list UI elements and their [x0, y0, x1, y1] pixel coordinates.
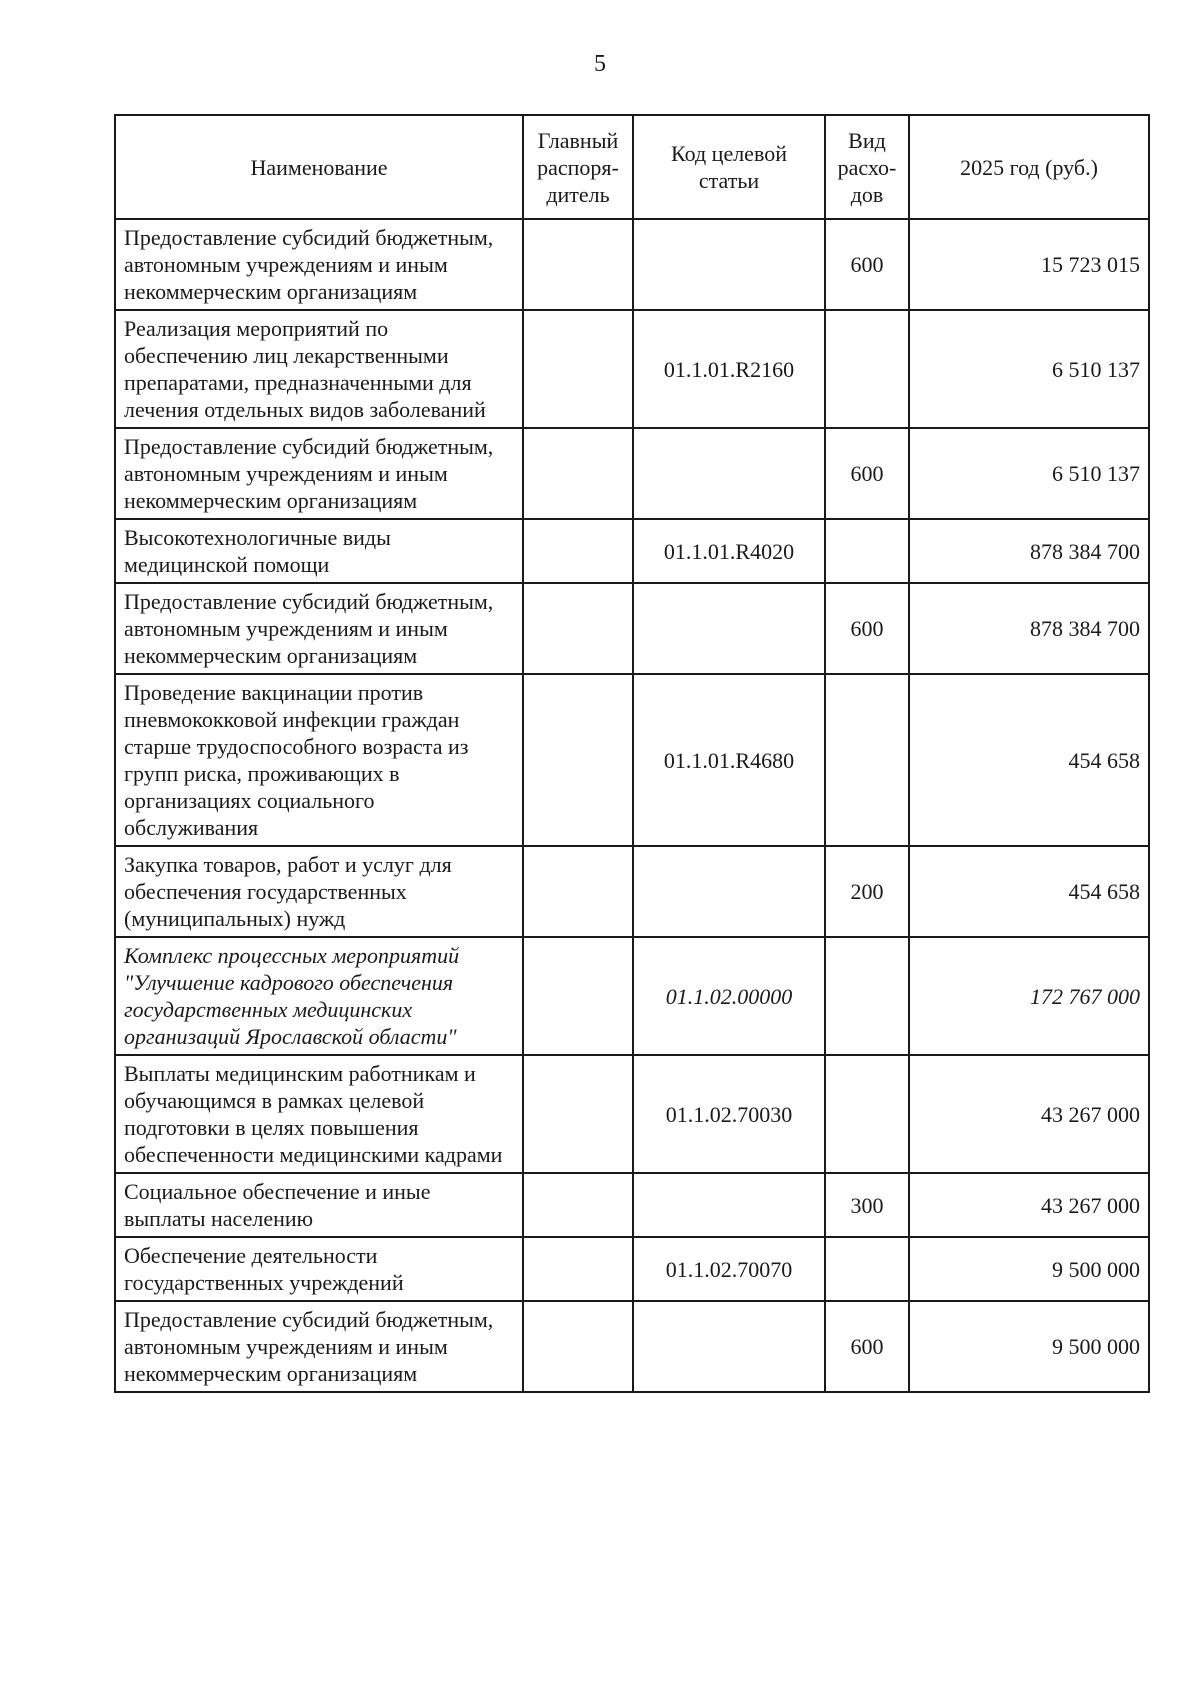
cell-name: Закупка товаров, работ и услуг для обеспечения государственных (муниципальных) нужд — [115, 846, 523, 937]
column-header-name: Наименование — [115, 115, 523, 219]
cell-name: Социальное обеспечение и иные выплаты населению — [115, 1173, 523, 1237]
cell-amount: 43 267 000 — [909, 1055, 1149, 1173]
cell-manager — [523, 583, 633, 674]
cell-manager — [523, 1237, 633, 1301]
table-row — [115, 583, 1149, 674]
cell-amount: 15 723 015 — [909, 219, 1149, 310]
column-header-code: Код целевой статьи — [633, 115, 825, 219]
table-row — [115, 1237, 1149, 1301]
budget-table — [114, 114, 1150, 1393]
cell-amount: 878 384 700 — [909, 583, 1149, 674]
cell-amount: 9 500 000 — [909, 1237, 1149, 1301]
cell-type — [825, 519, 909, 583]
cell-manager — [523, 1301, 633, 1392]
cell-type: 200 — [825, 846, 909, 937]
table-row — [115, 1173, 1149, 1237]
cell-amount: 6 510 137 — [909, 310, 1149, 428]
cell-type — [825, 1055, 909, 1173]
column-header-type: Вид расхо-дов — [825, 115, 909, 219]
cell-type — [825, 310, 909, 428]
table-row — [115, 519, 1149, 583]
table-row — [115, 428, 1149, 519]
cell-manager — [523, 219, 633, 310]
table-body — [115, 219, 1149, 1392]
cell-type — [825, 937, 909, 1055]
cell-amount: 454 658 — [909, 846, 1149, 937]
table-row — [115, 310, 1149, 428]
table-row — [115, 937, 1149, 1055]
cell-name: Предоставление субсидий бюджетным, автономным учреждениям и иным некоммерческим организациям — [115, 583, 523, 674]
cell-amount: 43 267 000 — [909, 1173, 1149, 1237]
cell-amount: 878 384 700 — [909, 519, 1149, 583]
cell-amount: 9 500 000 — [909, 1301, 1149, 1392]
cell-type: 600 — [825, 428, 909, 519]
cell-type: 300 — [825, 1173, 909, 1237]
cell-code: 01.1.02.70070 — [633, 1237, 825, 1301]
cell-manager — [523, 310, 633, 428]
cell-code — [633, 1301, 825, 1392]
cell-amount: 454 658 — [909, 674, 1149, 846]
table-header-row — [115, 115, 1149, 219]
page-number: 5 — [594, 51, 606, 77]
table-row — [115, 219, 1149, 310]
cell-code — [633, 219, 825, 310]
cell-name: Выплаты медицинским работникам и обучающимся в рамках целевой подготовки в целях повышения обеспеченности медицинскими кадрами — [115, 1055, 523, 1173]
cell-type — [825, 674, 909, 846]
cell-name: Обеспечение деятельности государственных учреждений — [115, 1237, 523, 1301]
table-row — [115, 1055, 1149, 1173]
cell-code: 01.1.01.R4680 — [633, 674, 825, 846]
cell-code: 01.1.01.R4020 — [633, 519, 825, 583]
cell-amount: 6 510 137 — [909, 428, 1149, 519]
cell-name: Высокотехнологичные виды медицинской помощи — [115, 519, 523, 583]
cell-type: 600 — [825, 1301, 909, 1392]
cell-name: Проведение вакцинации против пневмококковой инфекции граждан старше трудоспособного возраста из групп риска, проживающих в организациях социального обслуживания — [115, 674, 523, 846]
cell-type: 600 — [825, 583, 909, 674]
cell-amount: 172 767 000 — [909, 937, 1149, 1055]
cell-manager — [523, 1055, 633, 1173]
cell-code — [633, 1173, 825, 1237]
cell-code: 01.1.02.00000 — [633, 937, 825, 1055]
cell-manager — [523, 519, 633, 583]
cell-code — [633, 846, 825, 937]
cell-name: Реализация мероприятий по обеспечению лиц лекарственными препаратами, предназначенными для лечения отдельных видов заболеваний — [115, 310, 523, 428]
cell-manager — [523, 1173, 633, 1237]
cell-code: 01.1.01.R2160 — [633, 310, 825, 428]
cell-manager — [523, 846, 633, 937]
cell-code: 01.1.02.70030 — [633, 1055, 825, 1173]
cell-type — [825, 1237, 909, 1301]
cell-code — [633, 428, 825, 519]
column-header-amount: 2025 год (руб.) — [909, 115, 1149, 219]
cell-manager — [523, 674, 633, 846]
table-row — [115, 846, 1149, 937]
cell-manager — [523, 937, 633, 1055]
cell-code — [633, 583, 825, 674]
cell-name: Предоставление субсидий бюджетным, автономным учреждениям и иным некоммерческим организациям — [115, 428, 523, 519]
cell-name: Предоставление субсидий бюджетным, автономным учреждениям и иным некоммерческим организациям — [115, 219, 523, 310]
cell-manager — [523, 428, 633, 519]
cell-name: Комплекс процессных мероприятий "Улучшение кадрового обеспечения государственных медицинских организаций Ярославской области" — [115, 937, 523, 1055]
table-row — [115, 1301, 1149, 1392]
cell-type: 600 — [825, 219, 909, 310]
column-header-manager: Главный распоря-дитель — [523, 115, 633, 219]
table-row — [115, 674, 1149, 846]
cell-name: Предоставление субсидий бюджетным, автономным учреждениям и иным некоммерческим организациям — [115, 1301, 523, 1392]
